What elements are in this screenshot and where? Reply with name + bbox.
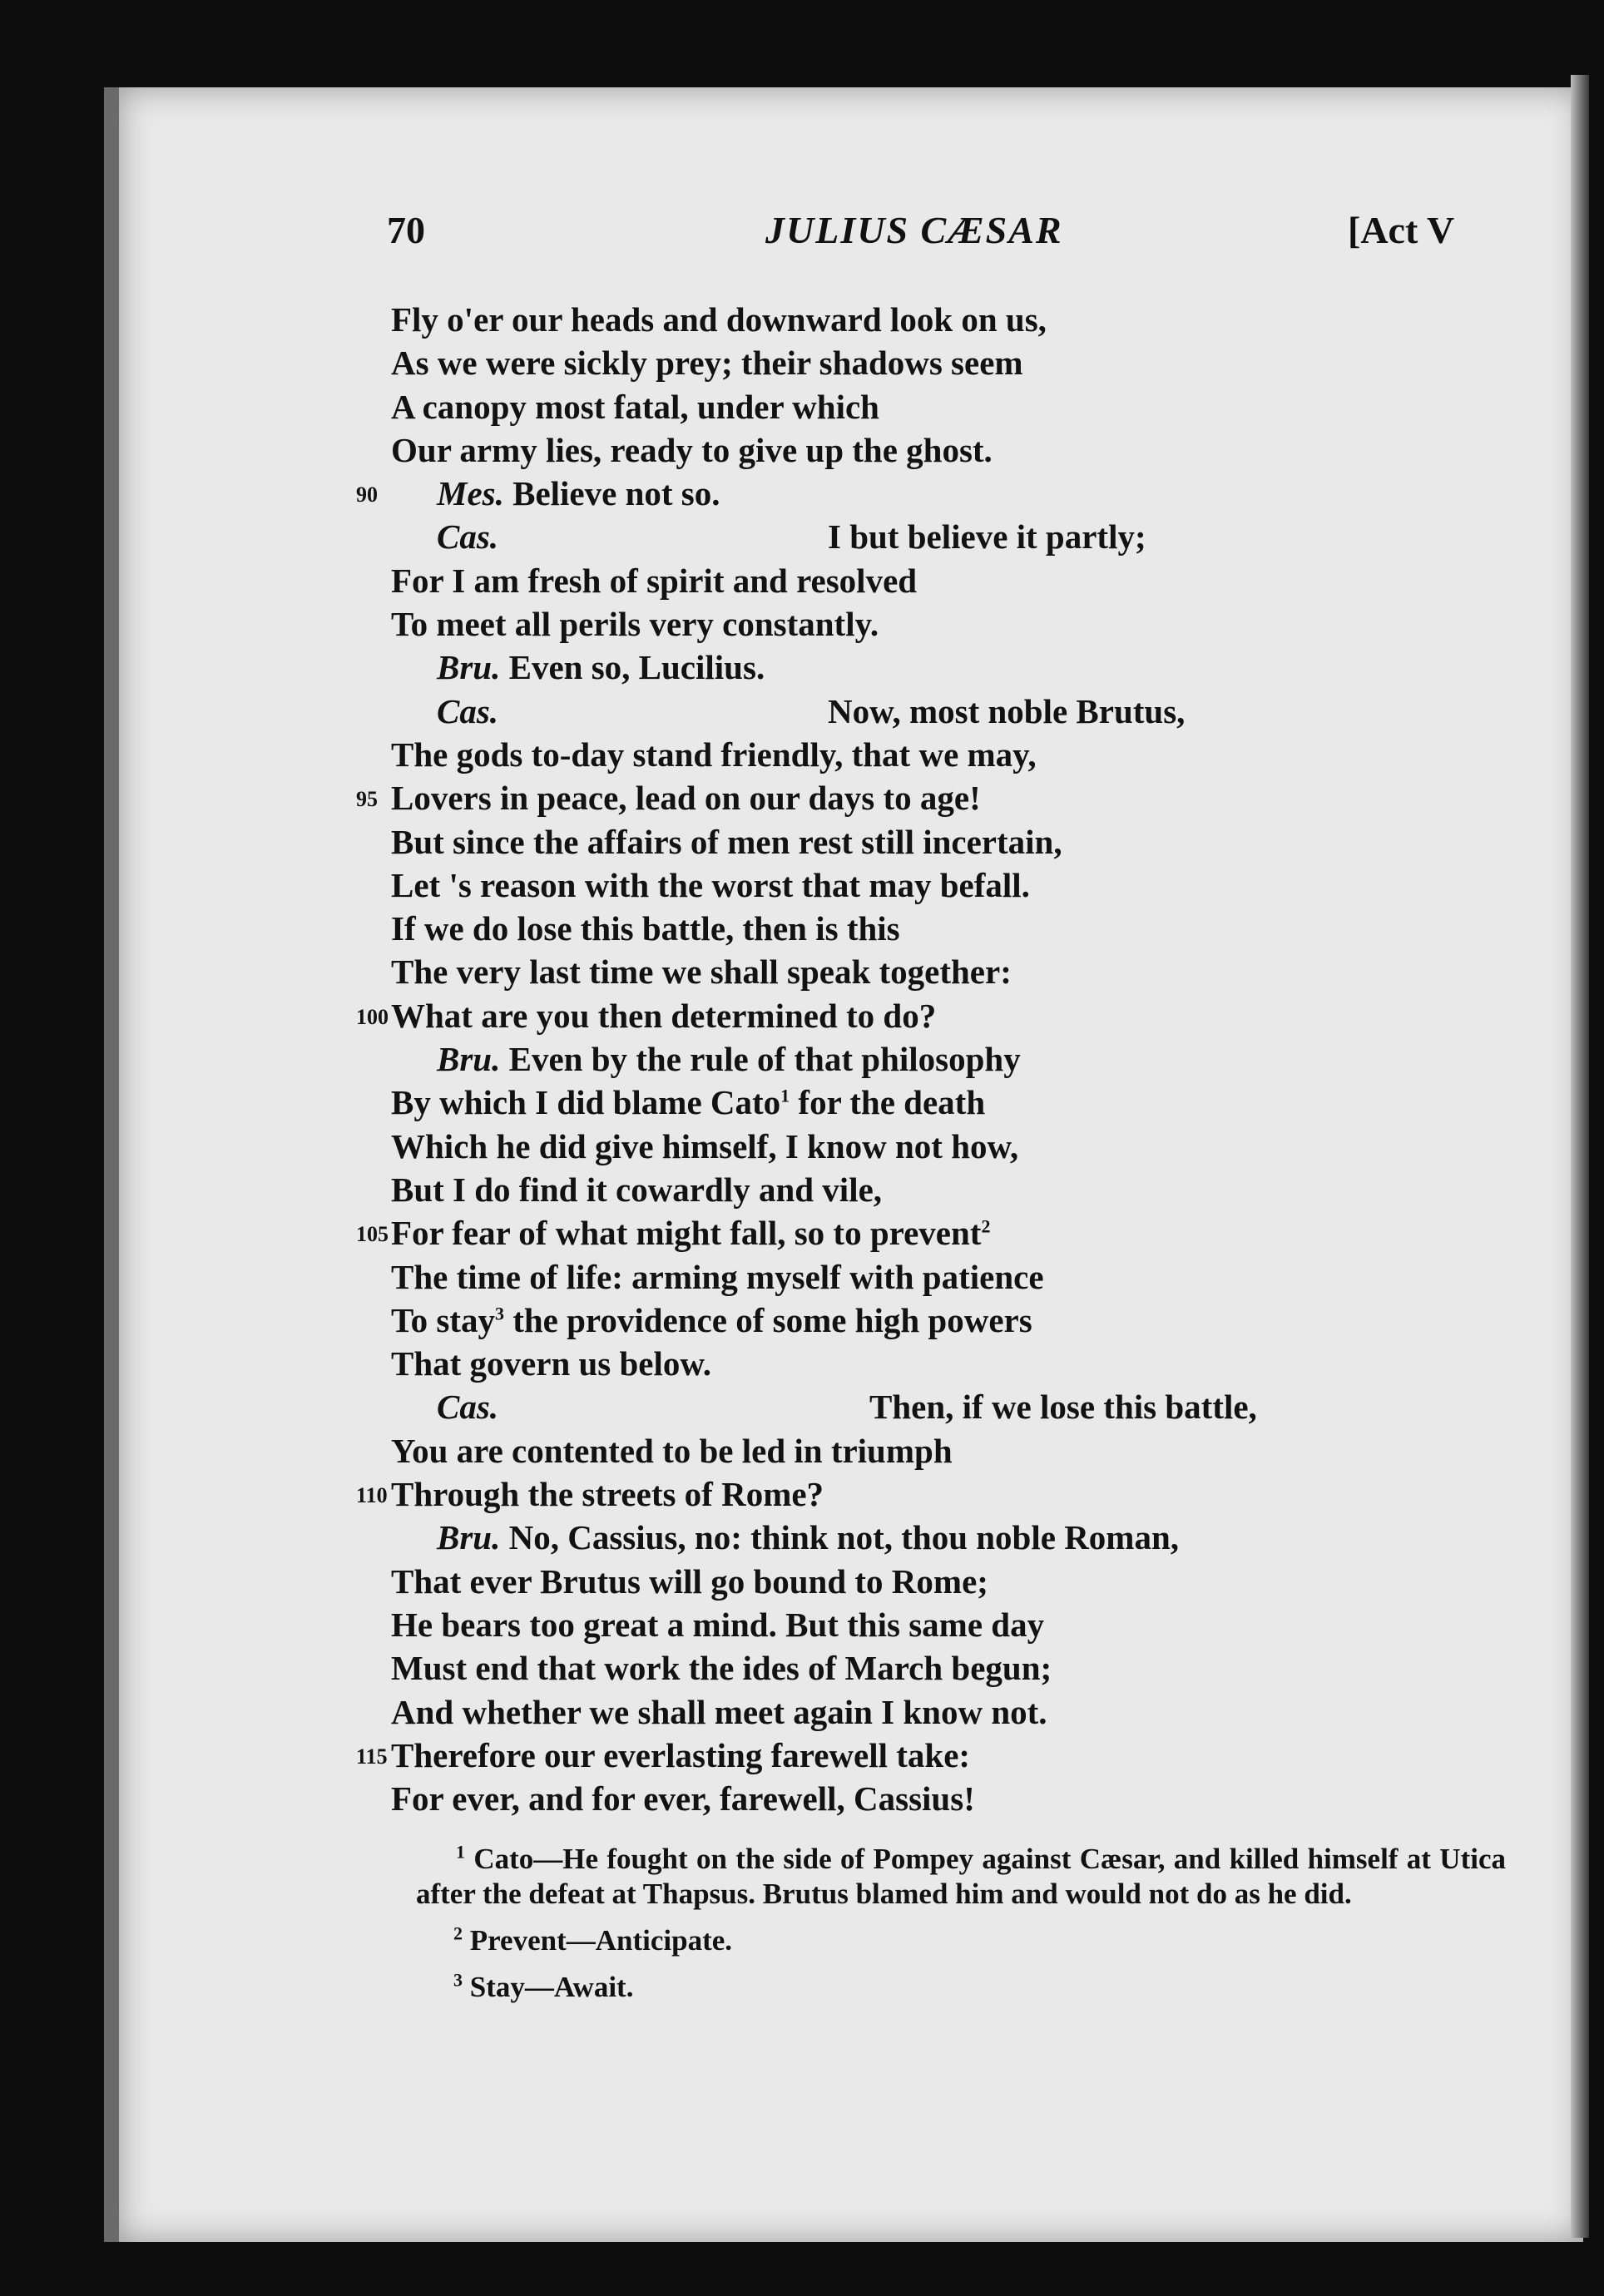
verse-line xyxy=(391,602,1514,646)
verse-line xyxy=(356,1211,1514,1254)
act-label: [Act V xyxy=(1348,209,1455,251)
line-text: Now, most noble Brutus, xyxy=(828,691,1186,730)
line-text: Through the streets of Rome? xyxy=(391,1475,824,1514)
line-text: Must end that work the ides of March begun; xyxy=(391,1649,1052,1688)
verse-line xyxy=(391,1255,1514,1299)
speaker-name: Cas. xyxy=(437,1388,499,1427)
footnote-ref: 3 xyxy=(494,1303,504,1324)
verse-line xyxy=(391,428,1514,472)
verse-line xyxy=(391,1081,1514,1124)
line-text: What are you then determined to do? xyxy=(391,996,937,1035)
line-text: By which I did blame Cato xyxy=(391,1083,781,1122)
line-text: No, Cassius, no: think not, thou noble Roman, xyxy=(508,1518,1180,1557)
verse-line xyxy=(391,559,1514,602)
line-text: Our army lies, ready to give up the ghost. xyxy=(391,430,993,469)
line-text: The very last time we shall speak together: xyxy=(391,953,1012,992)
verse-line xyxy=(391,298,1514,341)
line-text: Even so, Lucilius. xyxy=(508,648,765,687)
verse-line xyxy=(391,1560,1514,1603)
line-text: And whether we shall meet again I know not. xyxy=(391,1692,1047,1731)
verse-line xyxy=(391,385,1514,428)
verse-line xyxy=(391,1385,1514,1428)
line-text-cont: the providence of some high powers xyxy=(503,1300,1032,1339)
line-number: 110 xyxy=(356,1483,388,1508)
line-text: Believe not so. xyxy=(512,474,720,513)
line-text: That ever Brutus will go bound to Rome; xyxy=(391,1561,988,1601)
verse-line xyxy=(391,1603,1514,1646)
line-text: Fly o'er our heads and downward look on us, xyxy=(391,300,1047,339)
speaker-name: Bru. xyxy=(437,1040,501,1079)
verse-line xyxy=(391,1777,1514,1820)
line-text: If we do lose this battle, then is this xyxy=(391,909,900,948)
verse-text xyxy=(356,298,1514,1820)
line-number: 100 xyxy=(356,1004,389,1029)
line-text: The gods to-day stand friendly, that we may, xyxy=(391,735,1037,774)
line-text: But I do find it cowardly and vile, xyxy=(391,1170,883,1209)
verse-line xyxy=(391,1429,1514,1472)
line-text: For I am fresh of spirit and resolved xyxy=(391,561,918,600)
line-text: For ever, and for ever, farewell, Cassius! xyxy=(391,1779,975,1818)
line-text: As we were sickly prey; their shadows seem xyxy=(391,344,1023,383)
running-title: JULIUS CÆSAR xyxy=(765,209,1063,251)
line-number: 105 xyxy=(356,1222,389,1247)
line-text: Even by the rule of that philosophy xyxy=(508,1040,1021,1079)
line-number: 90 xyxy=(356,482,378,507)
line-text: He bears too great a mind. But this same day xyxy=(391,1605,1045,1644)
verse-line xyxy=(356,472,1514,515)
line-text: That govern us below. xyxy=(391,1344,711,1383)
verse-line xyxy=(391,907,1514,950)
verse-line xyxy=(391,646,1514,689)
verse-line xyxy=(391,515,1514,558)
line-text: Lovers in peace, lead on our days to age! xyxy=(391,779,981,818)
speaker-name: Cas. xyxy=(437,517,499,557)
verse-line xyxy=(391,341,1514,384)
line-text: For fear of what might fall, so to prevent xyxy=(391,1214,982,1253)
line-text: But since the affairs of men rest still incertain, xyxy=(391,822,1062,861)
line-text: Then, if we lose this battle, xyxy=(869,1388,1257,1427)
footnote-2: $^2$ Prevent—Anticipate. xyxy=(453,1922,733,1957)
line-text: You are contented to be led in triumph xyxy=(391,1431,953,1470)
footnote-1: $^1$ Cato—He fought on the side of Pompey against Cæsar, and killed himself at Utica after the defeat at Thapsus. Brutus blamed him and would not do as he did. xyxy=(416,1841,1506,1910)
verse-line xyxy=(391,1168,1514,1211)
book-spine xyxy=(1571,75,1589,2238)
footnote-ref: 1 xyxy=(780,1085,790,1106)
verse-line xyxy=(391,1646,1514,1690)
verse-line xyxy=(356,1734,1514,1777)
footnote-3: $^3$ Stay—Await. xyxy=(453,1969,634,2003)
page-number: 70 xyxy=(387,209,425,251)
line-text: A canopy most fatal, under which xyxy=(391,387,879,426)
speaker-name: Bru. xyxy=(437,1518,501,1557)
speaker-name: Mes. xyxy=(437,474,504,513)
running-header xyxy=(0,208,1604,266)
verse-line xyxy=(391,820,1514,863)
verse-line xyxy=(356,776,1514,819)
speaker-name: Bru. xyxy=(437,648,501,687)
footnote-ref: 2 xyxy=(981,1215,991,1237)
line-text-cont: for the death xyxy=(790,1083,986,1122)
line-text: I but believe it partly; xyxy=(828,517,1146,557)
verse-line xyxy=(391,1299,1514,1342)
verse-line xyxy=(391,1342,1514,1385)
verse-line xyxy=(391,1690,1514,1734)
verse-line xyxy=(391,1037,1514,1081)
line-number: 95 xyxy=(356,787,378,812)
line-text: Which he did give himself, I know not how, xyxy=(391,1126,1019,1165)
line-number: 115 xyxy=(356,1744,388,1769)
line-text: To stay xyxy=(391,1300,495,1339)
footnotes xyxy=(416,1842,1506,2005)
line-text: Therefore our everlasting farewell take: xyxy=(391,1735,971,1774)
verse-line xyxy=(391,690,1514,733)
line-text: To meet all perils very constantly. xyxy=(391,605,879,644)
verse-line xyxy=(356,1472,1514,1516)
verse-line xyxy=(391,950,1514,993)
verse-line xyxy=(391,1125,1514,1168)
line-text: The time of life: arming myself with patience xyxy=(391,1257,1044,1296)
verse-line xyxy=(391,863,1514,907)
speaker-name: Cas. xyxy=(437,691,499,730)
line-text: Let 's reason with the worst that may befall. xyxy=(391,865,1030,904)
verse-line xyxy=(356,994,1514,1037)
verse-line xyxy=(391,1516,1514,1559)
verse-line xyxy=(391,733,1514,776)
